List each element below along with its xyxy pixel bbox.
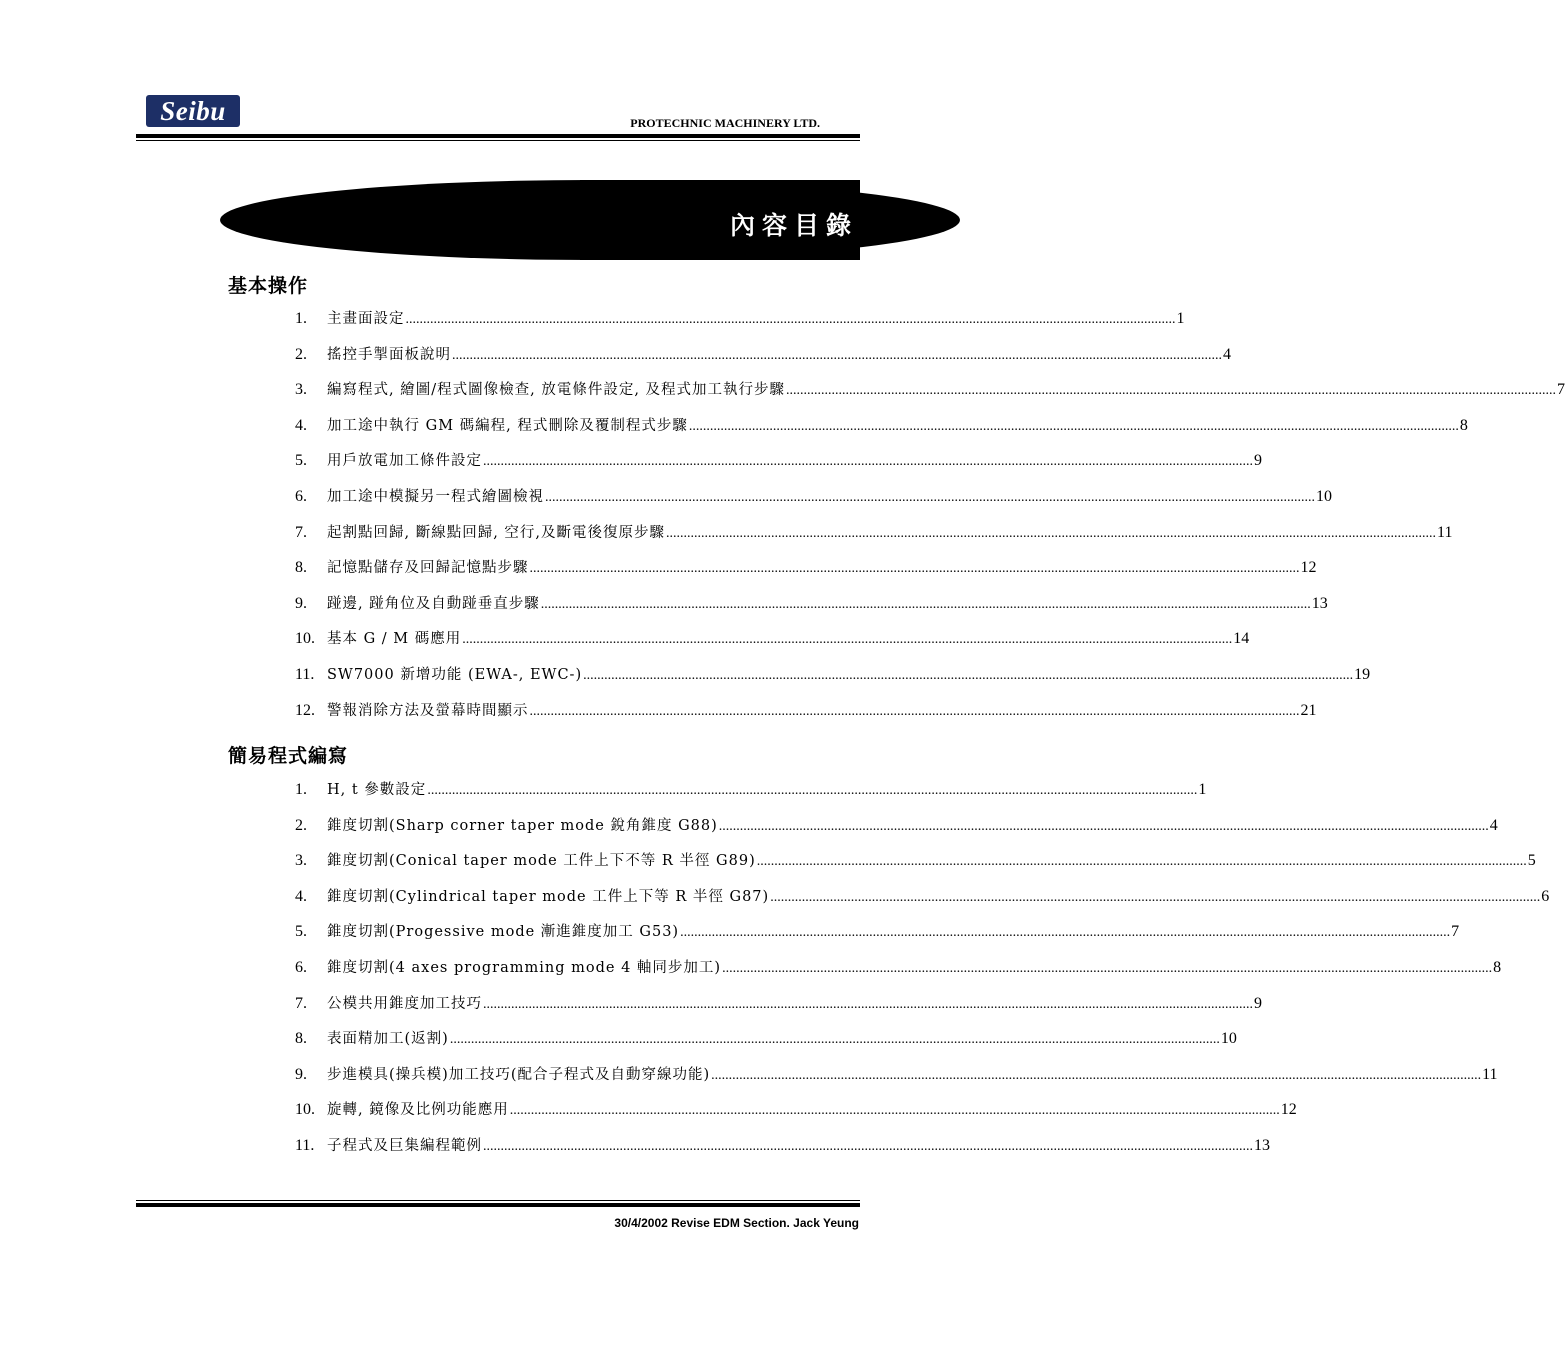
toc-dot-leader: ............................................................................................................................................................................................................................ (483, 1138, 1253, 1154)
toc-dot-leader: ............................................................................................................................................................................................................................ (452, 347, 1222, 363)
toc-entry (295, 1098, 1297, 1134)
toc-entry-title: 警報消除方法及螢幕時間顯示 (327, 702, 529, 719)
toc-entry-number: 4. (295, 416, 307, 434)
footer-rule (136, 1203, 860, 1207)
section-title-programming: 簡易程式編寫 (228, 745, 349, 767)
toc-entry-page: 11 (1482, 1065, 1498, 1083)
logo-text: Seibu (160, 95, 226, 126)
toc-entry-title: 錐度切割(4 axes programming mode 4 軸同步加工) (327, 959, 722, 976)
toc-entry-title: 旋轉, 鏡像及比例功能應用 (327, 1102, 509, 1119)
toc-dot-leader: ............................................................................................................................................................................................................................ (711, 1067, 1482, 1083)
toc-entry (295, 1134, 1270, 1170)
toc-dot-leader: ............................................................................................................................................................................................................................ (722, 960, 1493, 976)
toc-dot-leader: ............................................................................................................................................................................................................................ (405, 312, 1176, 327)
toc-dot-leader: ............................................................................................................................................................................................................................ (529, 561, 1300, 577)
toc-entry-number: 12. (295, 701, 315, 719)
toc-entry-page: 11 (1437, 523, 1453, 541)
toc-list-basic (295, 307, 1565, 734)
footer-text: 30/4/2002 Revise EDM Section. Jack Yeung (614, 1216, 859, 1230)
toc-entry-title: 主畫面設定 (327, 311, 405, 327)
toc-entry-page: 1 (1176, 310, 1185, 327)
toc-entry (295, 956, 1502, 992)
toc-entry-title: SW7000 新增功能 (EWA-, EWC-) (327, 666, 583, 683)
toc-entry (295, 627, 1250, 663)
toc-entry-number: 6. (295, 958, 307, 976)
toc-entry-number: 7. (295, 523, 307, 541)
toc-entry (295, 378, 1565, 414)
toc-entry-title: 搖控手掣面板說明 (327, 346, 451, 363)
toc-dot-leader: ............................................................................................................................................................................................................................ (540, 596, 1311, 612)
toc-entry-title: 加工途中模擬另一程式繪圖檢視 (327, 488, 544, 505)
toc-dot-leader: ............................................................................................................................................................................................................................ (666, 525, 1437, 541)
toc-dot-leader: ............................................................................................................................................................................................................................ (718, 818, 1489, 834)
toc-entry (295, 778, 1207, 814)
toc-entry-page: 21 (1300, 701, 1317, 719)
toc-entry-page: 13 (1254, 1136, 1270, 1154)
toc-entry (295, 343, 1231, 379)
toc-dot-leader: ............................................................................................................................................................................................................................ (449, 1032, 1220, 1048)
toc-entry-title: 公模共用錐度加工技巧 (327, 995, 482, 1012)
toc-entry-page: 5 (1527, 852, 1536, 870)
toc-entry (295, 1027, 1237, 1063)
toc-entry-title: 表面精加工(返割) (327, 1031, 449, 1048)
toc-entry (295, 920, 1460, 956)
toc-entry-title: 基本 G / M 碼應用 (327, 631, 462, 648)
toc-entry-title: 錐度切割(Cylindrical taper mode 工件上下等 R 半徑 G87) (327, 888, 770, 905)
toc-entry-page: 1 (1198, 781, 1207, 798)
toc-dot-leader: ............................................................................................................................................................................................................................ (770, 889, 1541, 905)
toc-entry-title: 踫邊, 踫角位及自動踫垂直步驟 (327, 595, 540, 612)
toc-entry (295, 556, 1317, 592)
toc-entry (295, 485, 1332, 521)
toc-entry (295, 521, 1453, 557)
toc-entry-page: 12 (1280, 1101, 1297, 1119)
toc-entry-title: 錐度切割(Conical taper mode 工件上下不等 R 半徑 G89) (327, 853, 756, 870)
toc-entry-page: 10 (1316, 487, 1332, 505)
toc-entry-page: 8 (1493, 958, 1502, 976)
toc-entry-title: H, t 參數設定 (327, 782, 427, 798)
company-name: PROTECHNIC MACHINERY LTD. (630, 116, 820, 130)
toc-entry-number: 10. (295, 1101, 315, 1119)
toc-entry-number: 3. (295, 381, 307, 399)
toc-entry-number: 9. (295, 1065, 307, 1083)
toc-entry-number: 4. (295, 887, 307, 905)
toc-entry (295, 814, 1498, 850)
toc-entry (295, 849, 1536, 885)
toc-entry-page: 8 (1459, 416, 1468, 434)
toc-entry (295, 885, 1550, 921)
toc-dot-leader: ............................................................................................................................................................................................................................ (680, 925, 1451, 941)
header-rule-thin (136, 140, 860, 141)
toc-entry (295, 1063, 1498, 1099)
toc-entry-number: 6. (295, 487, 307, 505)
toc-entry (295, 992, 1262, 1028)
toc-entry-number: 3. (295, 852, 307, 870)
toc-entry-number: 1. (295, 781, 307, 798)
toc-dot-leader: ............................................................................................................................................................................................................................ (483, 996, 1253, 1012)
toc-dot-leader: ............................................................................................................................................................................................................................ (756, 854, 1527, 870)
seibu-logo (146, 95, 240, 127)
toc-entry-page: 13 (1311, 594, 1328, 612)
toc-entry-title: 錐度切割(Progessive mode 漸進錐度加工 G53) (327, 924, 680, 941)
header-rule (136, 134, 860, 138)
toc-entry-number: 1. (295, 310, 307, 327)
toc-entry-number: 11. (295, 1136, 315, 1154)
toc-entry-title: 子程式及巨集編程範例 (327, 1137, 482, 1154)
toc-entry (295, 307, 1185, 343)
toc-entry-number: 11. (295, 665, 315, 683)
toc-dot-leader: ............................................................................................................................................................................................................................ (462, 632, 1233, 648)
toc-entry-page: 7 (1451, 923, 1460, 941)
toc-entry-page: 14 (1233, 630, 1250, 648)
toc-entry-page: 12 (1300, 559, 1317, 577)
toc-entry-number: 5. (295, 923, 307, 941)
toc-dot-leader: ............................................................................................................................................................................................................................ (509, 1103, 1280, 1119)
toc-dot-leader: ............................................................................................................................................................................................................................ (786, 383, 1557, 399)
toc-entry-page: 10 (1220, 1030, 1237, 1048)
toc-entry-page: 9 (1254, 452, 1262, 470)
toc-entry-page: 7 (1557, 381, 1565, 399)
toc-dot-leader: ............................................................................................................................................................................................................................ (688, 418, 1459, 434)
toc-entry-number: 5. (295, 452, 307, 470)
toc-entry-title: 加工途中執行 GM 碼編程, 程式刪除及覆制程式步驟 (327, 417, 688, 434)
toc-entry-number: 10. (295, 630, 315, 648)
toc-dot-leader: ............................................................................................................................................................................................................................ (483, 454, 1253, 470)
toc-entry (295, 592, 1328, 628)
footer-rule-thin (136, 1200, 860, 1201)
toc-entry-page: 4 (1489, 816, 1498, 834)
page-title: 內容目錄 (729, 211, 858, 240)
toc-entry-number: 8. (295, 1030, 307, 1048)
toc-entry-number: 2. (295, 345, 307, 363)
toc-entry-number: 9. (295, 594, 307, 612)
toc-entry-title: 錐度切割(Sharp corner taper mode 銳角錐度 G88) (327, 817, 718, 834)
toc-dot-leader: ............................................................................................................................................................................................................................ (583, 667, 1354, 683)
toc-list-programming (295, 778, 1550, 1170)
toc-entry-number: 8. (295, 559, 307, 577)
toc-entry-title: 步進模具(操兵模)加工技巧(配合子程式及自動穿線功能) (327, 1066, 711, 1083)
toc-dot-leader: ............................................................................................................................................................................................................................ (427, 783, 1198, 798)
toc-entry-page: 9 (1254, 994, 1262, 1012)
toc-entry-title: 編寫程式, 繪圖/程式圖像檢查, 放電條件設定, 及程式加工執行步驟 (327, 382, 786, 399)
toc-entry-title: 起割點回歸, 斷線點回歸, 空行,及斷電後復原步驟 (327, 524, 666, 541)
toc-entry-number: 7. (295, 994, 307, 1012)
toc-entry-page: 4 (1223, 345, 1231, 363)
toc-entry-page: 19 (1354, 665, 1371, 683)
toc-entry (295, 449, 1262, 485)
toc-entry (295, 414, 1468, 450)
section-title-basic: 基本操作 (228, 275, 309, 297)
toc-dot-leader: ............................................................................................................................................................................................................................ (545, 489, 1315, 505)
toc-entry (295, 699, 1317, 735)
toc-entry (295, 663, 1371, 699)
toc-entry-title: 用戶放電加工條件設定 (327, 453, 482, 470)
toc-dot-leader: ............................................................................................................................................................................................................................ (529, 703, 1300, 719)
toc-entry-number: 2. (295, 816, 307, 834)
toc-entry-page: 6 (1541, 887, 1550, 905)
toc-entry-title: 記憶點儲存及回歸記憶點步驟 (327, 560, 529, 577)
